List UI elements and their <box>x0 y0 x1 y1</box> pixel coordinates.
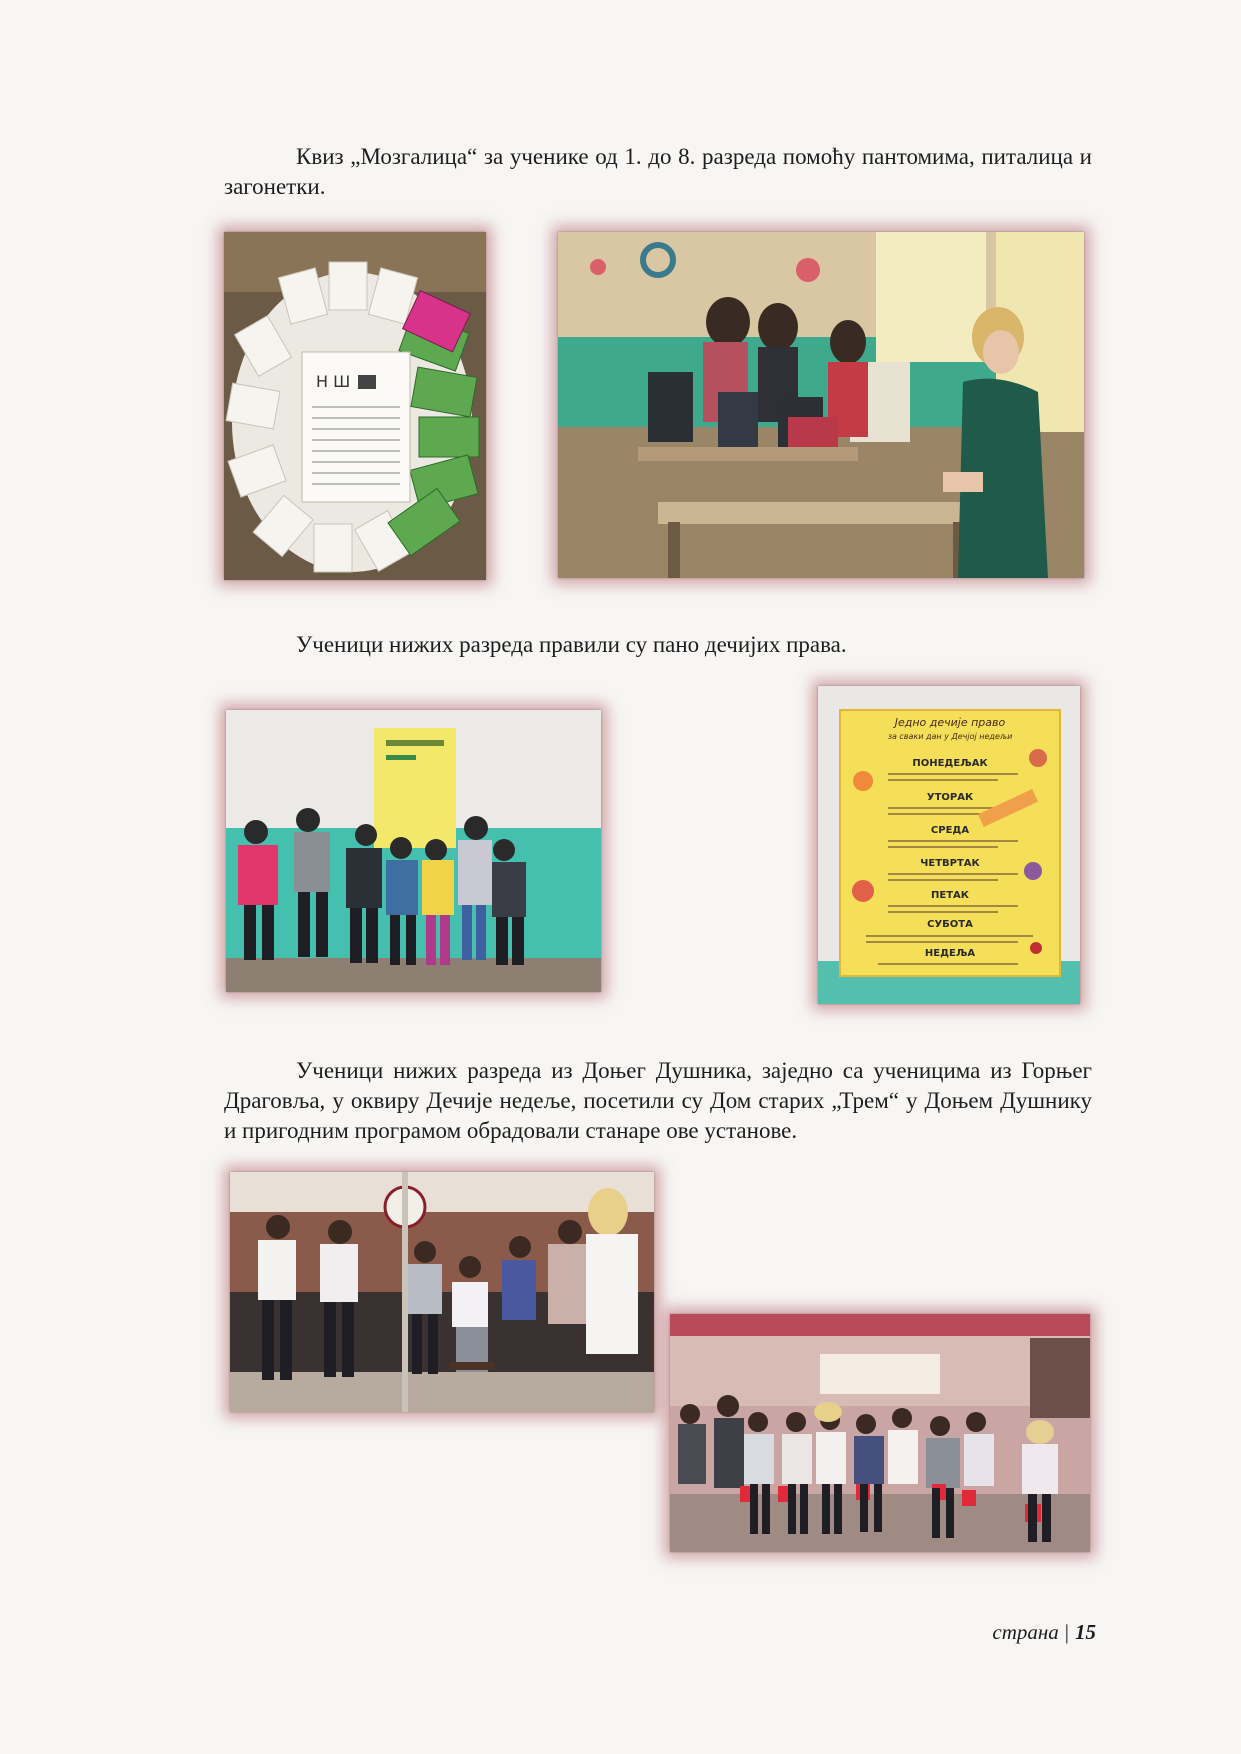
paragraph-poster: Ученици нижих разреда правили су пано дечијих права. <box>296 632 847 657</box>
footer-label: страна <box>992 1620 1059 1644</box>
poster-title-line2: за сваки дан у Дечјој недељи <box>887 732 1013 741</box>
poster-day-label: НЕДЕЉА <box>924 948 976 959</box>
photo-quiz-cards <box>224 232 486 580</box>
photo-children-performing <box>230 1172 654 1412</box>
photo-group-in-hall <box>670 1314 1090 1552</box>
poster-day-label: СУБОТА <box>927 919 973 930</box>
poster-title-line1: Једно дечије право <box>894 716 1006 729</box>
poster-day-label: ЧЕТВРТАК <box>920 858 980 869</box>
poster-day-label: СРЕДА <box>930 825 970 836</box>
poster-day-label: ПОНЕДЕЉАК <box>912 758 988 769</box>
footer-separator: | <box>1064 1620 1069 1644</box>
paragraph-quiz: Квиз „Мозгалица“ за ученике од 1. до 8. разреда помоћу пантомима, питалица и загонетки. <box>224 144 1092 199</box>
page-footer <box>992 1620 1096 1645</box>
page-number: 15 <box>1075 1620 1096 1644</box>
photo-rights-poster <box>818 686 1080 1004</box>
paragraph-visit: Ученици нижих разреда из Доњег Душника, заједно са ученицима из Горњег Драговља, у оквиру Дечије недеље, посетили су Дом старих „Трем“ у Доњем Душнику и пригодним програмом обрадовали станаре ове установе. <box>224 1058 1092 1143</box>
poster-day-label: УТОРАК <box>926 792 974 803</box>
photo-classroom-quiz <box>558 232 1084 578</box>
poster-day-label: ПЕТАК <box>931 890 969 901</box>
quiz-card-letters: Н Ш <box>316 372 351 391</box>
photo-children-with-poster <box>226 710 601 992</box>
